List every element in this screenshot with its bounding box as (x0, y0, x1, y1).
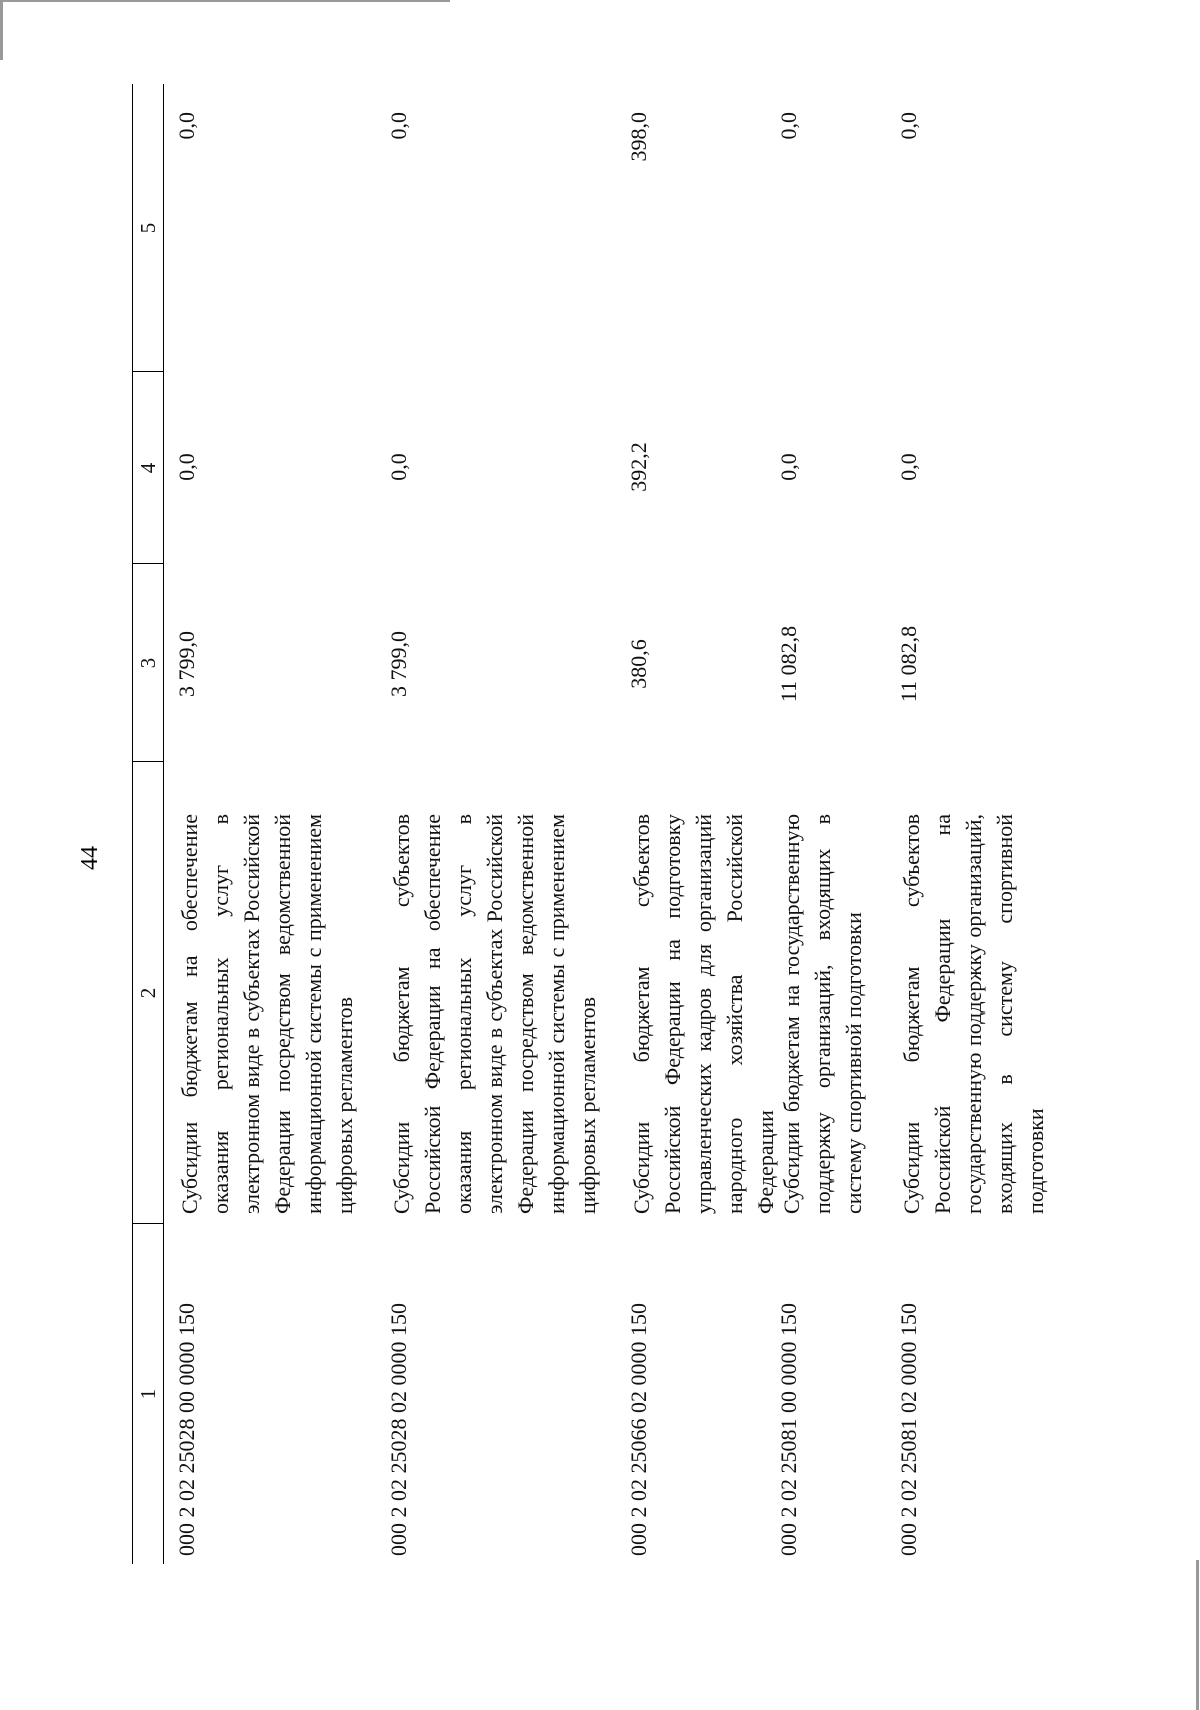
scan-edge-top (0, 0, 450, 2)
scan-edge-left-top (0, 0, 3, 60)
value-col-4: 0,0 (174, 453, 199, 481)
row-description: Субсидии бюджетам на обеспечение оказания региональных услуг в электронном виде в субъектах Российской Федерации посредством ведомственной информационной системы с применением цифровых регламентов (177, 814, 357, 1214)
value-col-4: 0,0 (386, 453, 411, 481)
header-col-4: 4 (136, 462, 160, 474)
value-col-5: 0,0 (174, 112, 199, 140)
row-description: Субсидии бюджетам субъектов Российской Федерации на обеспечение оказания региональных услуг в электронном виде в субъектах Российской Федерации посредством ведомственной информационной системы с применением цифровых регламентов (389, 814, 600, 1214)
value-col-3: 380,6 (626, 639, 651, 689)
table-header (132, 84, 164, 1564)
budget-code: 000 2 02 25081 00 0000 150 (776, 1303, 801, 1556)
table-row (884, 84, 1048, 1564)
row-description: Субсидии бюджетам субъектов Российской Федерации на государственную поддержку организаций, входящих в систему спортивной подготовки (899, 814, 1048, 1214)
value-col-3: 11 082,8 (776, 625, 801, 703)
header-col-2: 2 (136, 987, 160, 999)
budget-code: 000 2 02 25028 02 0000 150 (386, 1303, 411, 1556)
table-row (614, 84, 778, 1564)
row-description: Субсидии бюджетам на государственную поддержку организаций, входящих в систему спортивной подготовки (779, 814, 866, 1214)
budget-table (132, 84, 1172, 1564)
value-col-4: 0,0 (896, 453, 921, 481)
page-number: 44 (77, 846, 103, 870)
header-col-3: 3 (136, 657, 160, 669)
table-row (764, 84, 884, 1564)
row-description: Субсидии бюджетам субъектов Российской Федерации на подготовку управленческих кадров для организаций народного хозяйства Российской Федерации (629, 814, 778, 1214)
budget-code: 000 2 02 25081 02 0000 150 (896, 1303, 921, 1556)
value-col-4: 0,0 (776, 453, 801, 481)
table-row (162, 84, 374, 1564)
scan-edge-right-bottom (1196, 1560, 1199, 1710)
budget-code: 000 2 02 25066 02 0000 150 (626, 1303, 651, 1556)
value-col-3: 11 082,8 (896, 625, 921, 703)
value-col-5: 0,0 (776, 112, 801, 140)
value-col-3: 3 799,0 (174, 631, 199, 697)
budget-code: 000 2 02 25028 00 0000 150 (174, 1303, 199, 1556)
value-col-5: 0,0 (386, 112, 411, 140)
header-col-1: 1 (136, 1388, 160, 1400)
value-col-5: 0,0 (896, 112, 921, 140)
value-col-4: 392,2 (626, 442, 651, 492)
table-row (374, 84, 614, 1564)
header-col-5: 5 (136, 222, 160, 234)
value-col-3: 3 799,0 (386, 631, 411, 697)
value-col-5: 398,0 (626, 112, 651, 162)
